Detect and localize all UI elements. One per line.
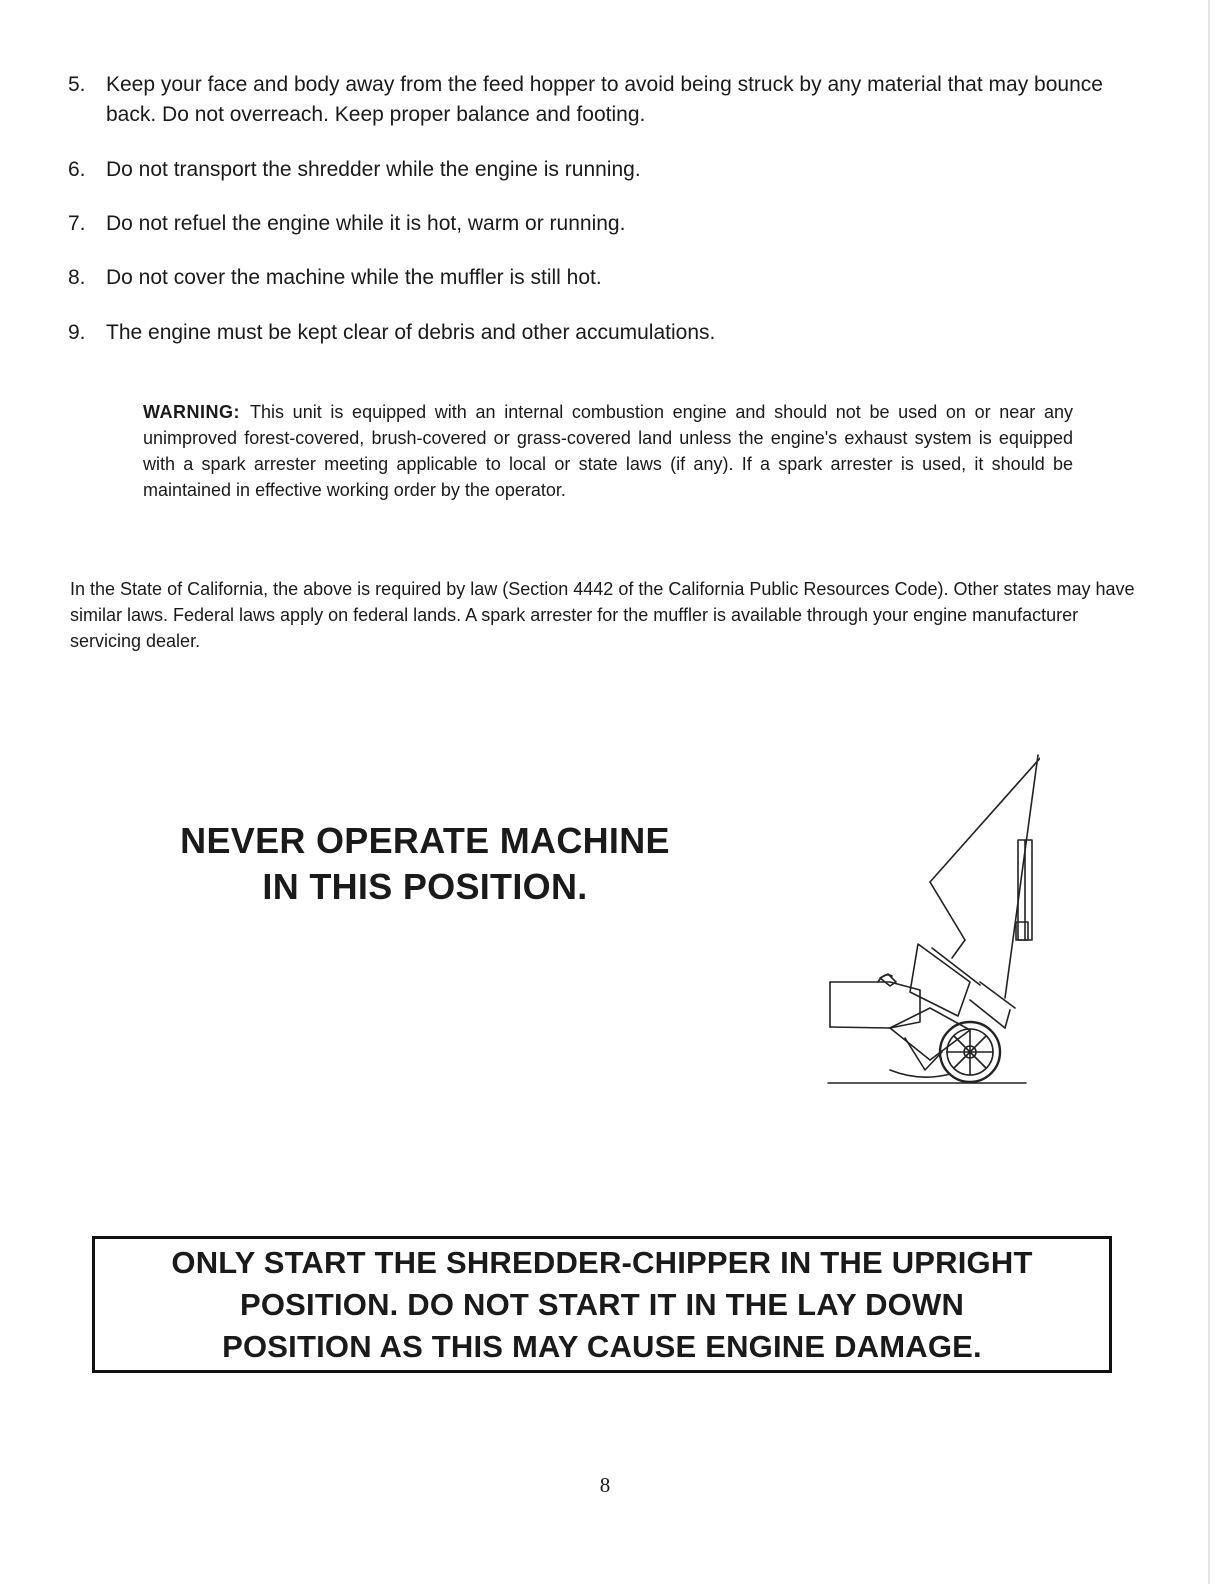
list-number: 6. [68, 158, 86, 181]
list-number: 5. [68, 73, 86, 96]
never-operate-line-1: NEVER OPERATE MACHINE [180, 820, 670, 861]
only-start-notice [171, 1242, 1032, 1368]
california-note: In the State of California, the above is required by law (Section 4442 of the California Public Resources Code). Other states may have similar laws. Federal laws apply on federal lands. A spark arrester for the muffler is available through your engine manufacturer servicing dealer. [70, 579, 1135, 651]
list-text: Keep your face and body away from the feed hopper to avoid being struck by any material that may bounce back. Do not overreach. Keep proper balance and footing. [106, 73, 1103, 126]
list-text: Do not transport the shredder while the engine is running. [106, 158, 641, 181]
only-start-notice-box [92, 1236, 1112, 1373]
page-number: 8 [599, 1473, 611, 1497]
list-text: Do not refuel the engine while it is hot, warm or running. [106, 212, 626, 235]
page-edge-shadow [1208, 0, 1210, 1584]
only-start-line-2: POSITION. DO NOT START IT IN THE LAY DOWN [239, 1286, 965, 1322]
list-number: 7. [68, 212, 86, 235]
warning-paragraph [143, 399, 1073, 503]
list-number: 8. [68, 266, 86, 289]
list-item-7 [68, 209, 1128, 239]
never-operate-line-2: IN THIS POSITION. [262, 866, 588, 907]
warning-text: This unit is equipped with an internal combustion engine and should not be used on or near any unimproved forest-covered, brush-covered or grass-covered land unless the engine's exhaust system is equipped with a spark arrester meeting applicable to local or state laws (if any). If a spark arrester is used, it should be maintained in effective working order by the operator. [143, 402, 1073, 500]
only-start-line-3: POSITION AS THIS MAY CAUSE ENGINE DAMAGE. [222, 1328, 982, 1364]
never-operate-heading [120, 818, 730, 910]
warning-label: WARNING: [143, 402, 240, 422]
list-text: The engine must be kept clear of debris and other accumulations. [106, 321, 716, 344]
list-item-8 [68, 263, 1128, 293]
list-item-6 [68, 155, 1128, 185]
shredder-laid-down-illustration [820, 730, 1040, 1095]
list-item-5 [68, 70, 1128, 130]
only-start-line-1: ONLY START THE SHREDDER-CHIPPER IN THE UPRIGHT [171, 1244, 1033, 1280]
list-text: Do not cover the machine while the muffler is still hot. [106, 266, 602, 289]
list-number: 9. [68, 321, 86, 344]
list-item-9 [68, 318, 1128, 348]
